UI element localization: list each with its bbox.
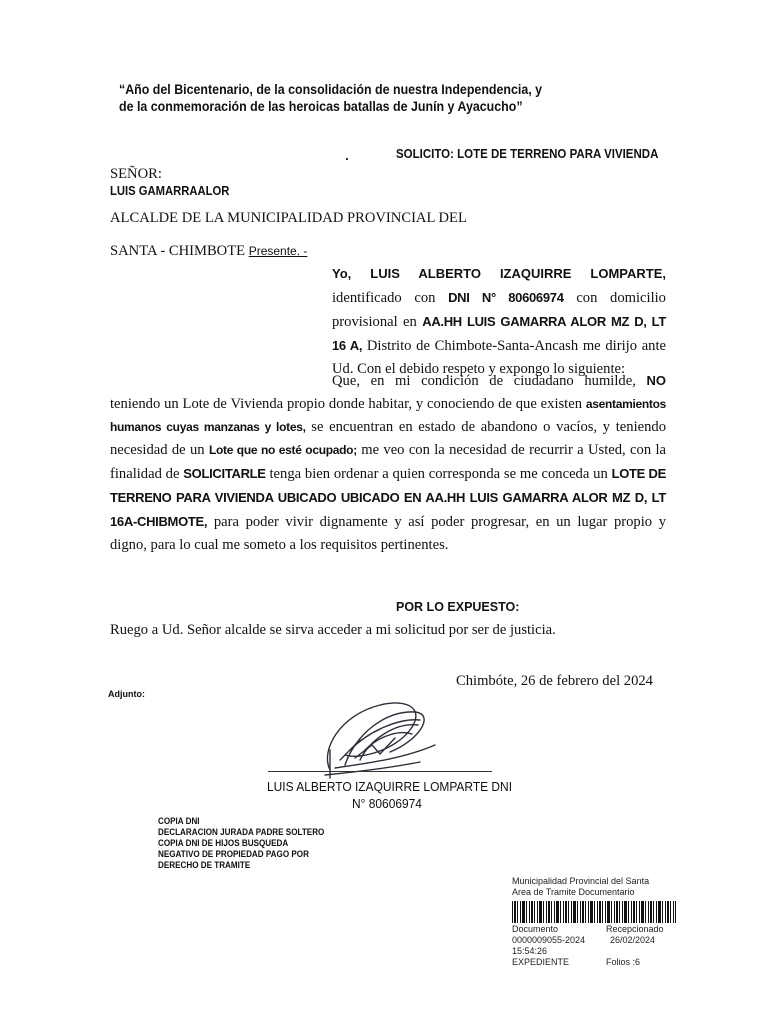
body-bold-lote-terreno: LOTE DE TERRENO PARA VIVIENDA UBICADO UBICADO EN AA.HH LUIS GAMARRA ALOR MZ D, LT 16A-CHIBMOTE, (110, 466, 666, 529)
intro-text-1: identificado con (332, 290, 449, 306)
salutation: SEÑOR: (110, 166, 162, 182)
intro-yo: Yo, (332, 266, 352, 281)
body-bold-solicitarle: SOLICITARLE (183, 466, 266, 481)
addressee-name: LUIS GAMARRAALOR (110, 184, 230, 198)
attachment-item: COPIA DNI (158, 816, 200, 826)
signatory-name: LUIS ALBERTO IZAQUIRRE LOMPARTE DNI (267, 779, 513, 794)
conclusion-request: Ruego a Ud. Señor alcalde se sirva acceder a mi solicitud por ser de justicia. (110, 622, 556, 638)
addressee-title-line1: ALCALDE DE LA MUNICIPALIDAD PROVINCIAL DEL (110, 210, 467, 226)
subject-line: SOLICITO: LOTE DE TERRENO PARA VIVIENDA (396, 147, 659, 161)
applicant-address: AA.HH LUIS GAMARRA ALOR MZ D, LT 16 A, (332, 314, 666, 353)
signatory-dni: N° 80606974 (352, 796, 422, 811)
body-text-1: Que, en mi condición de ciudadano humilde, (332, 373, 647, 389)
date-line: Chimbóte, 26 de febrero del 2024 (456, 673, 653, 689)
stamp-date: 26/02/2024 (610, 935, 656, 945)
intro-text-2: con domicilio provisional en (332, 290, 666, 330)
attachment-item: DECLARACION JURADA PADRE SOLTERO (158, 827, 325, 837)
attachment-item: COPIA DNI DE HIJOS BUSQUEDA (158, 838, 289, 848)
stamp-expediente: EXPEDIENTE (512, 957, 570, 967)
attachments-list (158, 816, 343, 871)
body-text-2: teniendo un Lote de Vivienda propio donde habitar, y conociendo de que existen (110, 396, 586, 412)
applicant-dni: DNI N° 80606974 (448, 290, 564, 305)
body-text-5: tenga bien ordenar a quien corresponda se me conceda un (265, 466, 612, 482)
stamp-folios: Folios :6 (606, 957, 641, 967)
barcode (512, 901, 676, 923)
stamp-doc-label: Documento (512, 924, 559, 934)
stamp-org: Municipalidad Provincial del Santa (512, 876, 650, 886)
addressee-city: SANTA - CHIMBOTE (110, 243, 246, 259)
body-text-4: me veo con la necesidad de recurrir a Usted, con la finalidad de (110, 442, 666, 482)
addressee-title-line2 (110, 243, 307, 260)
intro-text-3: Distrito de Chimbote-Santa-Ancash me dirijo ante Ud. Con el debido respeto y expongo lo siguiente: (332, 338, 667, 377)
conclusion-heading: POR LO EXPUESTO: (396, 600, 520, 614)
body-text-3: se encuentran en estado de abandono o vacíos, y teniendo necesidad de un (110, 419, 666, 458)
stamp-time: 15:54:26 (512, 946, 548, 956)
body-text-6: para poder vivir dignamente y así poder progresar, en un lugar propio y digno, para lo cual me someto a los requisitos pertinentes. (110, 514, 666, 553)
stray-dot (346, 158, 348, 160)
stamp-status-label: Recepcionado (606, 924, 664, 934)
stamp-office: Area de Tramite Documentario (512, 887, 635, 897)
body-paragraph (110, 369, 666, 557)
applicant-name: LUIS ALBERTO IZAQUIRRE LOMPARTE, (370, 266, 666, 281)
body-bold-lote: Lote que no esté ocupado; (208, 443, 357, 457)
attachment-item: DERECHO DE TRAMITE (158, 860, 251, 870)
intro-paragraph (332, 262, 666, 381)
presente-label: Presente. - (248, 244, 308, 258)
body-bold-no: NO (646, 373, 666, 388)
attachment-item: NEGATIVO DE PROPIEDAD PAGO POR (158, 849, 309, 859)
header-motto-line1: “Año del Bicentenario, de la consolidación de nuestra Independencia, y (119, 82, 543, 97)
header-motto-line2: de la conmemoración de las heroicas batallas de Junín y Ayacucho” (119, 99, 523, 114)
body-bold-asentamientos: asentamientos humanos cuyas manzanas y lotes, (110, 397, 666, 434)
adjunto-label: Adjunto: (108, 689, 145, 699)
signature-line (268, 771, 492, 772)
stamp-doc-number: 0000009055-2024 (512, 935, 586, 945)
